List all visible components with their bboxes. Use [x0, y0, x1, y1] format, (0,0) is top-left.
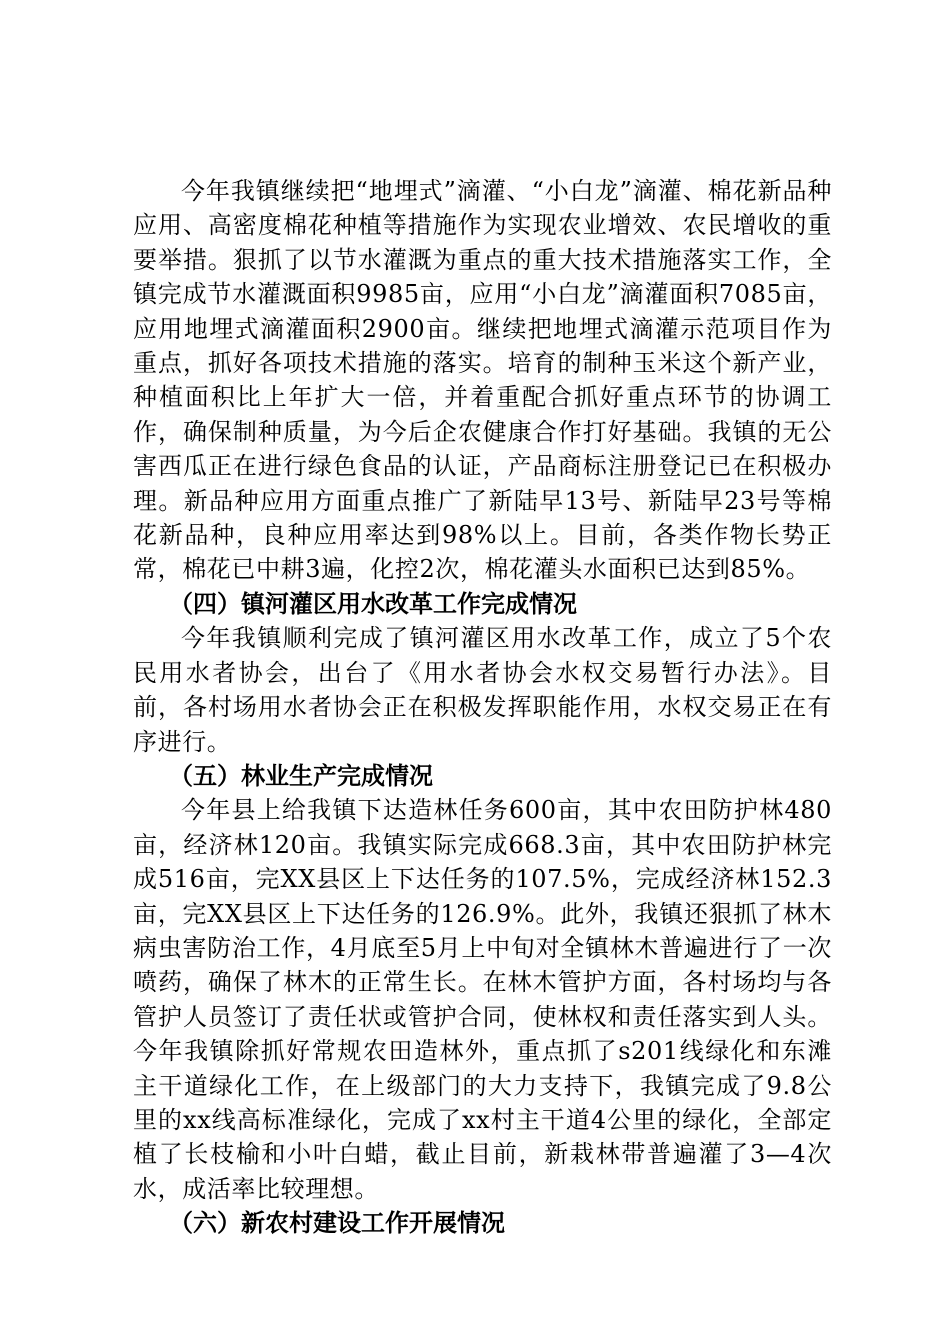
heading-forestry: （五）林业生产完成情况 — [169, 761, 433, 790]
heading-new-village: （六）新农村建设工作开展情况 — [169, 1209, 505, 1238]
paragraph-irrigation-reform: 今年我镇顺利完成了镇河灌区用水改革工作，成立了5个农民用水者协会，出台了《用水者协会水权交易暂行办法》。目前，各村场用水者协会正在积极发挥职能作用，水权交易正在有序进行。 — [133, 624, 832, 756]
document-page — [133, 174, 832, 1241]
heading-irrigation-reform: （四）镇河灌区用水改革工作完成情况 — [169, 589, 577, 618]
paragraph-forestry: 今年县上给我镇下达造林任务600亩，其中农田防护林480亩，经济林120亩。我镇实际完成668.3亩，其中农田防护林完成516亩，完XX县区上下达任务的107.5%，完成经济林152.3亩，完XX县区上下达任务的126.9%。此外，我镇还狠抓了林木病虫害防治工作，4月底至5月上中旬对全镇林木普遍进行了一次喷药，确保了林木的正常生长。在林木管护方面，各村场均与各管护人员签订了责任状或管护合同，使林权和责任落实到人头。今年我镇除抓好常规农田造林外，重点抓了s201线绿化和东滩主干道绿化工作，在上级部门的大力支持下，我镇完成了9.8公里的xx线高标准绿化，完成了xx村主干道4公里的绿化，全部定植了长枝榆和小叶白蜡，截止目前，新栽林带普遍灌了3—4次水，成活率比较理想。 — [133, 796, 832, 1203]
paragraph-agriculture-measures: 今年我镇继续把“地埋式”滴灌、“小白龙”滴灌、棉花新品种应用、高密度棉花种植等措施作为实现农业增效、农民增收的重要举措。狠抓了以节水灌溉为重点的重大技术措施落实工作，全镇完成节水灌溉面积9985亩，应用“小白龙”滴灌面积7085亩，应用地埋式滴灌面积2900亩。继续把地埋式滴灌示范项目作为重点，抓好各项技术措施的落实。培育的制种玉米这个新产业，种植面积比上年扩大一倍，并着重配合抓好重点环节的协调工作，确保制种质量，为今后企农健康合作打好基础。我镇的无公害西瓜正在进行绿色食品的认证，产品商标注册登记已在积极办理。新品种应用方面重点推广了新陆早13号、新陆早23号等棉花新品种，良种应用率达到98%以上。目前，各类作物长势正常，棉花已中耕3遍，化控2次，棉花灌头水面积已达到85%。 — [133, 177, 832, 584]
